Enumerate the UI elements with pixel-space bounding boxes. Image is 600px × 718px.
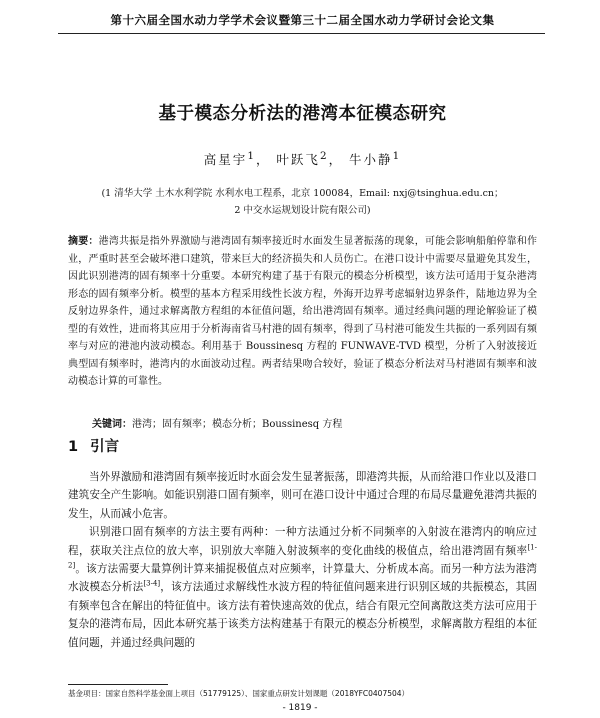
body-text [68, 468, 537, 652]
funding-footnote: 基金项目：国家自然科学基金面上项目（51779125）、国家重点研发计划课题（2018YFC0407504） [68, 689, 410, 698]
author-affil-mark: 2 [319, 150, 329, 162]
citation-ref: [1-2] [68, 543, 537, 570]
body-text-run: 。该方法需要大量算例计算来捕捉极值点对应频率，计算量大、分析成本高。而另一种方法为港湾水波模态分析法 [68, 563, 537, 594]
author-affil-mark: 1 [247, 150, 256, 162]
body-paragraph: 当外界激励和港湾固有频率接近时水面会发生显著振荡，即港湾共振，从而给港口作业以及港口建筑安全产生影响。如能识别港口固有频率，则可在港口设计中通过合理的布局尽量避免港湾共振的发生，从而减小危害。 [68, 471, 537, 520]
author-name: 牛小静 [349, 152, 393, 168]
keywords-text: 港湾；固有频率；模态分析；Boussinesq 方程 [132, 419, 343, 430]
author-name: 叶跃飞 [276, 152, 320, 168]
body-text-run: ，该方法通过求解线性水波方程的特征值问题来进行识别区域的共振模态，其固有频率包含在解出的特征值中。该方法有着快速高效的优点，结合有限元空间离散这类方法可应用于复杂的港湾布局，因此本研究基于该类方法构建基于有限元的模态分析模型，求解离散方程组的本征值问题，并通过经典问题的 [68, 581, 538, 649]
abstract [68, 233, 537, 391]
abstract-text: 港湾共振是指外界激励与港湾固有频率接近时水面发生显著振荡的现象，可能会影响船舶停靠和作业，严重时甚至会破坏港口建筑，带来巨大的经济损失和人员伤亡。在港口设计中需要尽量避免其发生，因此识别港湾的固有频率十分重要。本研究构建了基于有限元的模态分析模型，该方法可适用于复杂港湾形态的固有频率分析。模型的基本方程采用线性长波方程，外海开边界考虑辐射边界条件，陆地边界为全反射边界条件，通过求解离散方程组的本征值问题，给出港湾固有频率。通过经典问题的理论解验证了模型的有效性，进而将其应用于分析海南省马村港的固有频率，得到了马村港可能发生共振的一系列固有频率与对应的港池内波动模态。利用基于 Boussinesq 方程的 FUNWAVE-TVD 模型，分析了入射波接近典型固有频率时，港湾内的水面波动过程。两者结果吻合较好，验证了模态分析法对马村港固有频率和波动模态计算的可靠性。 [68, 236, 538, 387]
paper-title: 基于模态分析法的港湾本征模态研究 [158, 104, 447, 124]
abstract-label: 摘要： [68, 236, 99, 247]
citation-ref: [3-4] [143, 579, 161, 588]
affiliation-line: (1 清华大学 土木水利学院 水利水电工程系，北京 100084，Email: nxj@tsinghua.edu.cn； [101, 188, 504, 199]
running-header: 第十六届全国水动力学学术会议暨第三十二届全国水动力学研讨会论文集 [110, 13, 495, 27]
keywords-label: 关键词： [92, 419, 132, 430]
author-affil-mark: 1 [392, 150, 402, 162]
affiliations [60, 185, 545, 219]
author-list: 高星宇$^1$， 叶跃飞$^2$， 牛小静$^1$ [203, 150, 402, 168]
section-title: 引言 [90, 439, 120, 455]
keywords [92, 416, 537, 433]
body-paragraph [68, 523, 537, 652]
section-number: 1 [68, 439, 79, 455]
page-number: - 1819 - [282, 703, 318, 713]
section-heading [68, 435, 119, 456]
author-name: 高星宇 [203, 152, 248, 168]
footnote-rule [68, 684, 168, 685]
body-text-run: 识别港口固有频率的方法主要有两种：一种方法通过分析不同频率的入射波在港湾内的响应过程，获取关注点位的放大率，识别放大率随入射波频率的变化曲线的极值点，给出港湾固有频率 [68, 526, 537, 557]
affiliation-line: 2 中交水运规划设计院有限公司) [234, 205, 371, 216]
header-rule [58, 33, 545, 34]
